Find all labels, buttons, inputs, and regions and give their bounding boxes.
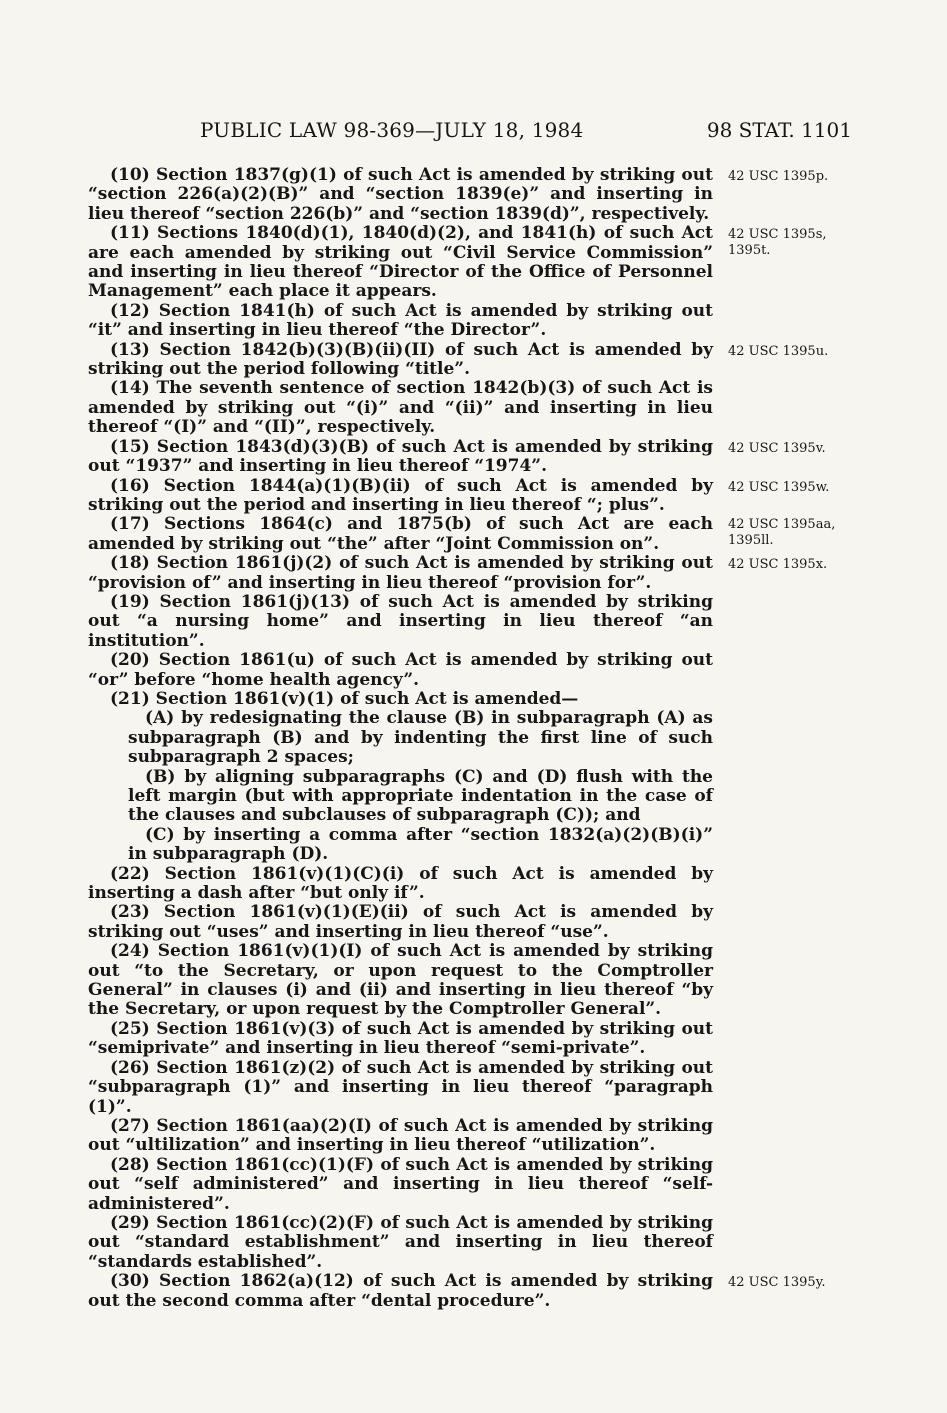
paragraph-text: (10) Section 1837(g)(1) of such Act is amended by striking out “section 226(a)(2)(B)” and “section 1839(e)” and inserting in lieu thereof “section 226(b)” and “section 1839(d)”, respectively.	[88, 165, 713, 224]
margin-note: 42 USC 1395p.	[728, 169, 829, 184]
paragraph-text: (27) Section 1861(aa)(2)(I) of such Act is amended by striking out “ultilization” and inserting in lieu thereof “utilization”.	[88, 1115, 713, 1156]
paragraph-text: (19) Section 1861(j)(13) of such Act is amended by striking out “a nursing home” and inserting in lieu thereof “an institution”.	[88, 591, 713, 651]
paragraph-text: (26) Section 1861(z)(2) of such Act is amended by striking out “subparagraph (1)” and inserting in lieu thereof “paragraph (1)”.	[88, 1057, 713, 1117]
paragraph-text: (11) Sections 1840(d)(1), 1840(d)(2), and 1841(h) of such Act are each amended by striking out “Civil Service Commission” and inserting in lieu thereof “Director of the Office of Personnel Management” each place it appears.	[88, 223, 713, 302]
paragraph-10	[88, 165, 829, 224]
paragraph-24	[88, 942, 713, 1020]
paragraph-text: (18) Section 1861(j)(2) of such Act is amended by striking out “provision of” and inserting in lieu thereof “provision for”.	[88, 553, 713, 593]
paragraph-15	[88, 436, 826, 477]
paragraph-18	[88, 553, 828, 593]
paragraph-text: (21) Section 1861(v)(1) of such Act is amended—	[110, 688, 579, 709]
paragraph-28	[88, 1156, 713, 1214]
paragraph-23	[88, 903, 713, 942]
paragraph-22	[88, 865, 713, 904]
paragraph-11	[88, 223, 827, 302]
paragraph-20	[88, 651, 713, 690]
paragraph-27	[88, 1117, 713, 1156]
paragraph-26	[88, 1059, 713, 1117]
paragraph-13	[88, 339, 829, 380]
margin-note: 42 USC 1395x.	[728, 557, 828, 573]
page-header	[200, 118, 860, 148]
paragraph-14	[88, 379, 713, 437]
paragraph-12	[88, 302, 713, 341]
subparagraph-text: (B) by aligning subparagraphs (C) and (D) flush with the left margin (but with appropriate indentation in the case of the clauses and subclauses of subparagraph (C)); and	[128, 766, 713, 826]
paragraph-text: (15) Section 1843(d)(3)(B) of such Act is amended by striking out “1937” and inserting in lieu thereof “1974”.	[88, 436, 713, 477]
margin-note: 42 USC 1395s, 1395t.	[728, 227, 827, 259]
paragraph-text: (13) Section 1842(b)(3)(B)(ii)(II) of such Act is amended by striking out the period following “title”.	[88, 339, 713, 380]
paragraph-text: (24) Section 1861(v)(1)(I) of such Act is amended by striking out “to the Secretary, or upon request to the Comptroller General” in clauses (i) and (ii) and inserting in lieu thereof “by the Secretary, or upon request by the Comptroller General”.	[88, 941, 713, 1020]
paragraph-21	[88, 690, 713, 709]
paragraph-text: (17) Sections 1864(c) and 1875(b) of such Act are each amended by striking out “the” after “Joint Commission on”.	[88, 514, 713, 554]
paragraph-text: (28) Section 1861(cc)(1)(F) of such Act is amended by striking out “self administered” and inserting in lieu thereof “self-administered”.	[88, 1154, 713, 1214]
running-head-title: PUBLIC LAW 98-369—JULY 18, 1984	[200, 118, 584, 142]
paragraph-text: (16) Section 1844(a)(1)(B)(ii) of such Act is amended by striking out the period and inserting in lieu thereof “; plus”.	[88, 475, 713, 515]
statute-page-number: 98 STAT. 1101	[706, 118, 852, 142]
paragraph-16	[88, 475, 830, 516]
subparagraph-a	[128, 709, 713, 767]
paragraph-30	[88, 1271, 826, 1311]
margin-note: 42 USC 1395v.	[728, 440, 826, 456]
document-body	[88, 165, 836, 1311]
subparagraph-b	[128, 768, 713, 826]
subparagraph-text: (C) by inserting a comma after “section 1832(a)(2)(B)(i)” in subparagraph (D).	[128, 824, 713, 865]
margin-note: 42 USC 1395u.	[728, 343, 829, 359]
paragraph-19	[88, 593, 713, 651]
margin-note: 42 USC 1395w.	[728, 479, 830, 495]
paragraph-text: (30) Section 1862(a)(12) of such Act is amended by striking out the second comma after “dental procedure”.	[88, 1271, 713, 1311]
subparagraph-c	[128, 826, 713, 865]
subparagraph-text: (A) by redesignating the clause (B) in subparagraph (A) as subparagraph (B) and by indenting the first line of such subparagraph 2 spaces;	[128, 708, 713, 768]
margin-note: 42 USC 1395aa, 1395ll.	[728, 517, 836, 549]
paragraph-text: (22) Section 1861(v)(1)(C)(i) of such Act is amended by inserting a dash after “but only if”.	[88, 863, 713, 904]
paragraph-17	[88, 514, 836, 554]
paragraph-text: (25) Section 1861(v)(3) of such Act is amended by striking out “semiprivate” and inserting in lieu thereof “semi-private”.	[88, 1018, 713, 1059]
paragraph-text: (29) Section 1861(cc)(2)(F) of such Act is amended by striking out “standard establishment” and inserting in lieu thereof “standards established”.	[88, 1212, 713, 1272]
margin-note: 42 USC 1395y.	[728, 1275, 826, 1291]
paragraph-29	[88, 1214, 713, 1272]
paragraph-text: (23) Section 1861(v)(1)(E)(ii) of such Act is amended by striking out “uses” and inserting in lieu thereof “use”.	[88, 902, 713, 942]
paragraph-text: (20) Section 1861(u) of such Act is amended by striking out “or” before “home health agency”.	[88, 650, 713, 690]
paragraph-text: (12) Section 1841(h) of such Act is amended by striking out “it” and inserting in lieu thereof “the Director”.	[88, 300, 713, 341]
paragraph-25	[88, 1020, 713, 1059]
paragraph-text: (14) The seventh sentence of section 1842(b)(3) of such Act is amended by striking out “(i)” and “(ii)” and inserting in lieu thereof “(I)” and “(II)”, respectively.	[88, 378, 713, 438]
